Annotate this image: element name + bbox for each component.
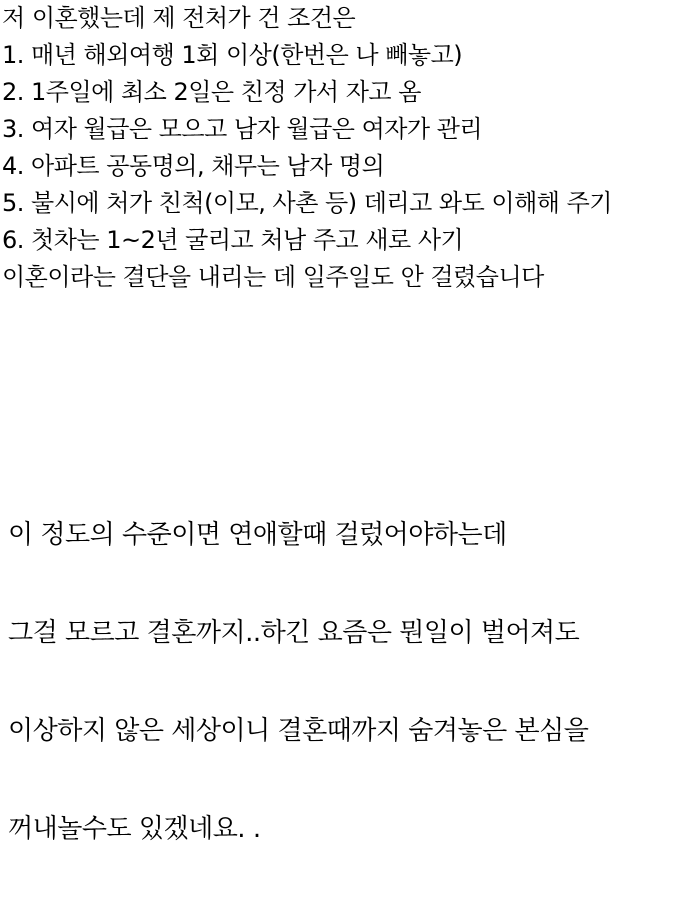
post-condition-4: 4. 아파트 공동명의, 채무는 남자 명의 bbox=[2, 152, 385, 180]
commentary-line-4: 꺼내놀수도 있겠네요. . bbox=[8, 814, 261, 844]
post-intro: 저 이혼했는데 제 전처가 건 조건은 bbox=[2, 4, 356, 32]
post-body bbox=[2, 0, 612, 296]
post-condition-6: 6. 첫차는 1~2년 굴리고 처남 주고 새로 사기 bbox=[2, 226, 464, 254]
post-closing: 이혼이라는 결단을 내리는 데 일주일도 안 걸렸습니다 bbox=[2, 263, 544, 291]
commentary-line-1: 이 정도의 수준이면 연애할때 걸렀어야하는데 bbox=[8, 520, 507, 550]
post-condition-3: 3. 여자 월급은 모으고 남자 월급은 여자가 관리 bbox=[2, 115, 483, 143]
commentary-line-2: 그걸 모르고 결혼까지..하긴 요즘은 뭔일이 벌어져도 bbox=[8, 618, 580, 648]
commentary-block bbox=[8, 517, 588, 848]
post-condition-5: 5. 불시에 처가 친척(이모, 사촌 등) 데리고 와도 이해해 주기 bbox=[2, 189, 612, 217]
post-condition-1: 1. 매년 해외여행 1회 이상(한번은 나 빼놓고) bbox=[2, 41, 463, 69]
commentary-line-3: 이상하지 않은 세상이니 결혼때까지 숨겨놓은 본심을 bbox=[8, 716, 589, 746]
post-condition-2: 2. 1주일에 최소 2일은 친정 가서 자고 옴 bbox=[2, 78, 421, 106]
